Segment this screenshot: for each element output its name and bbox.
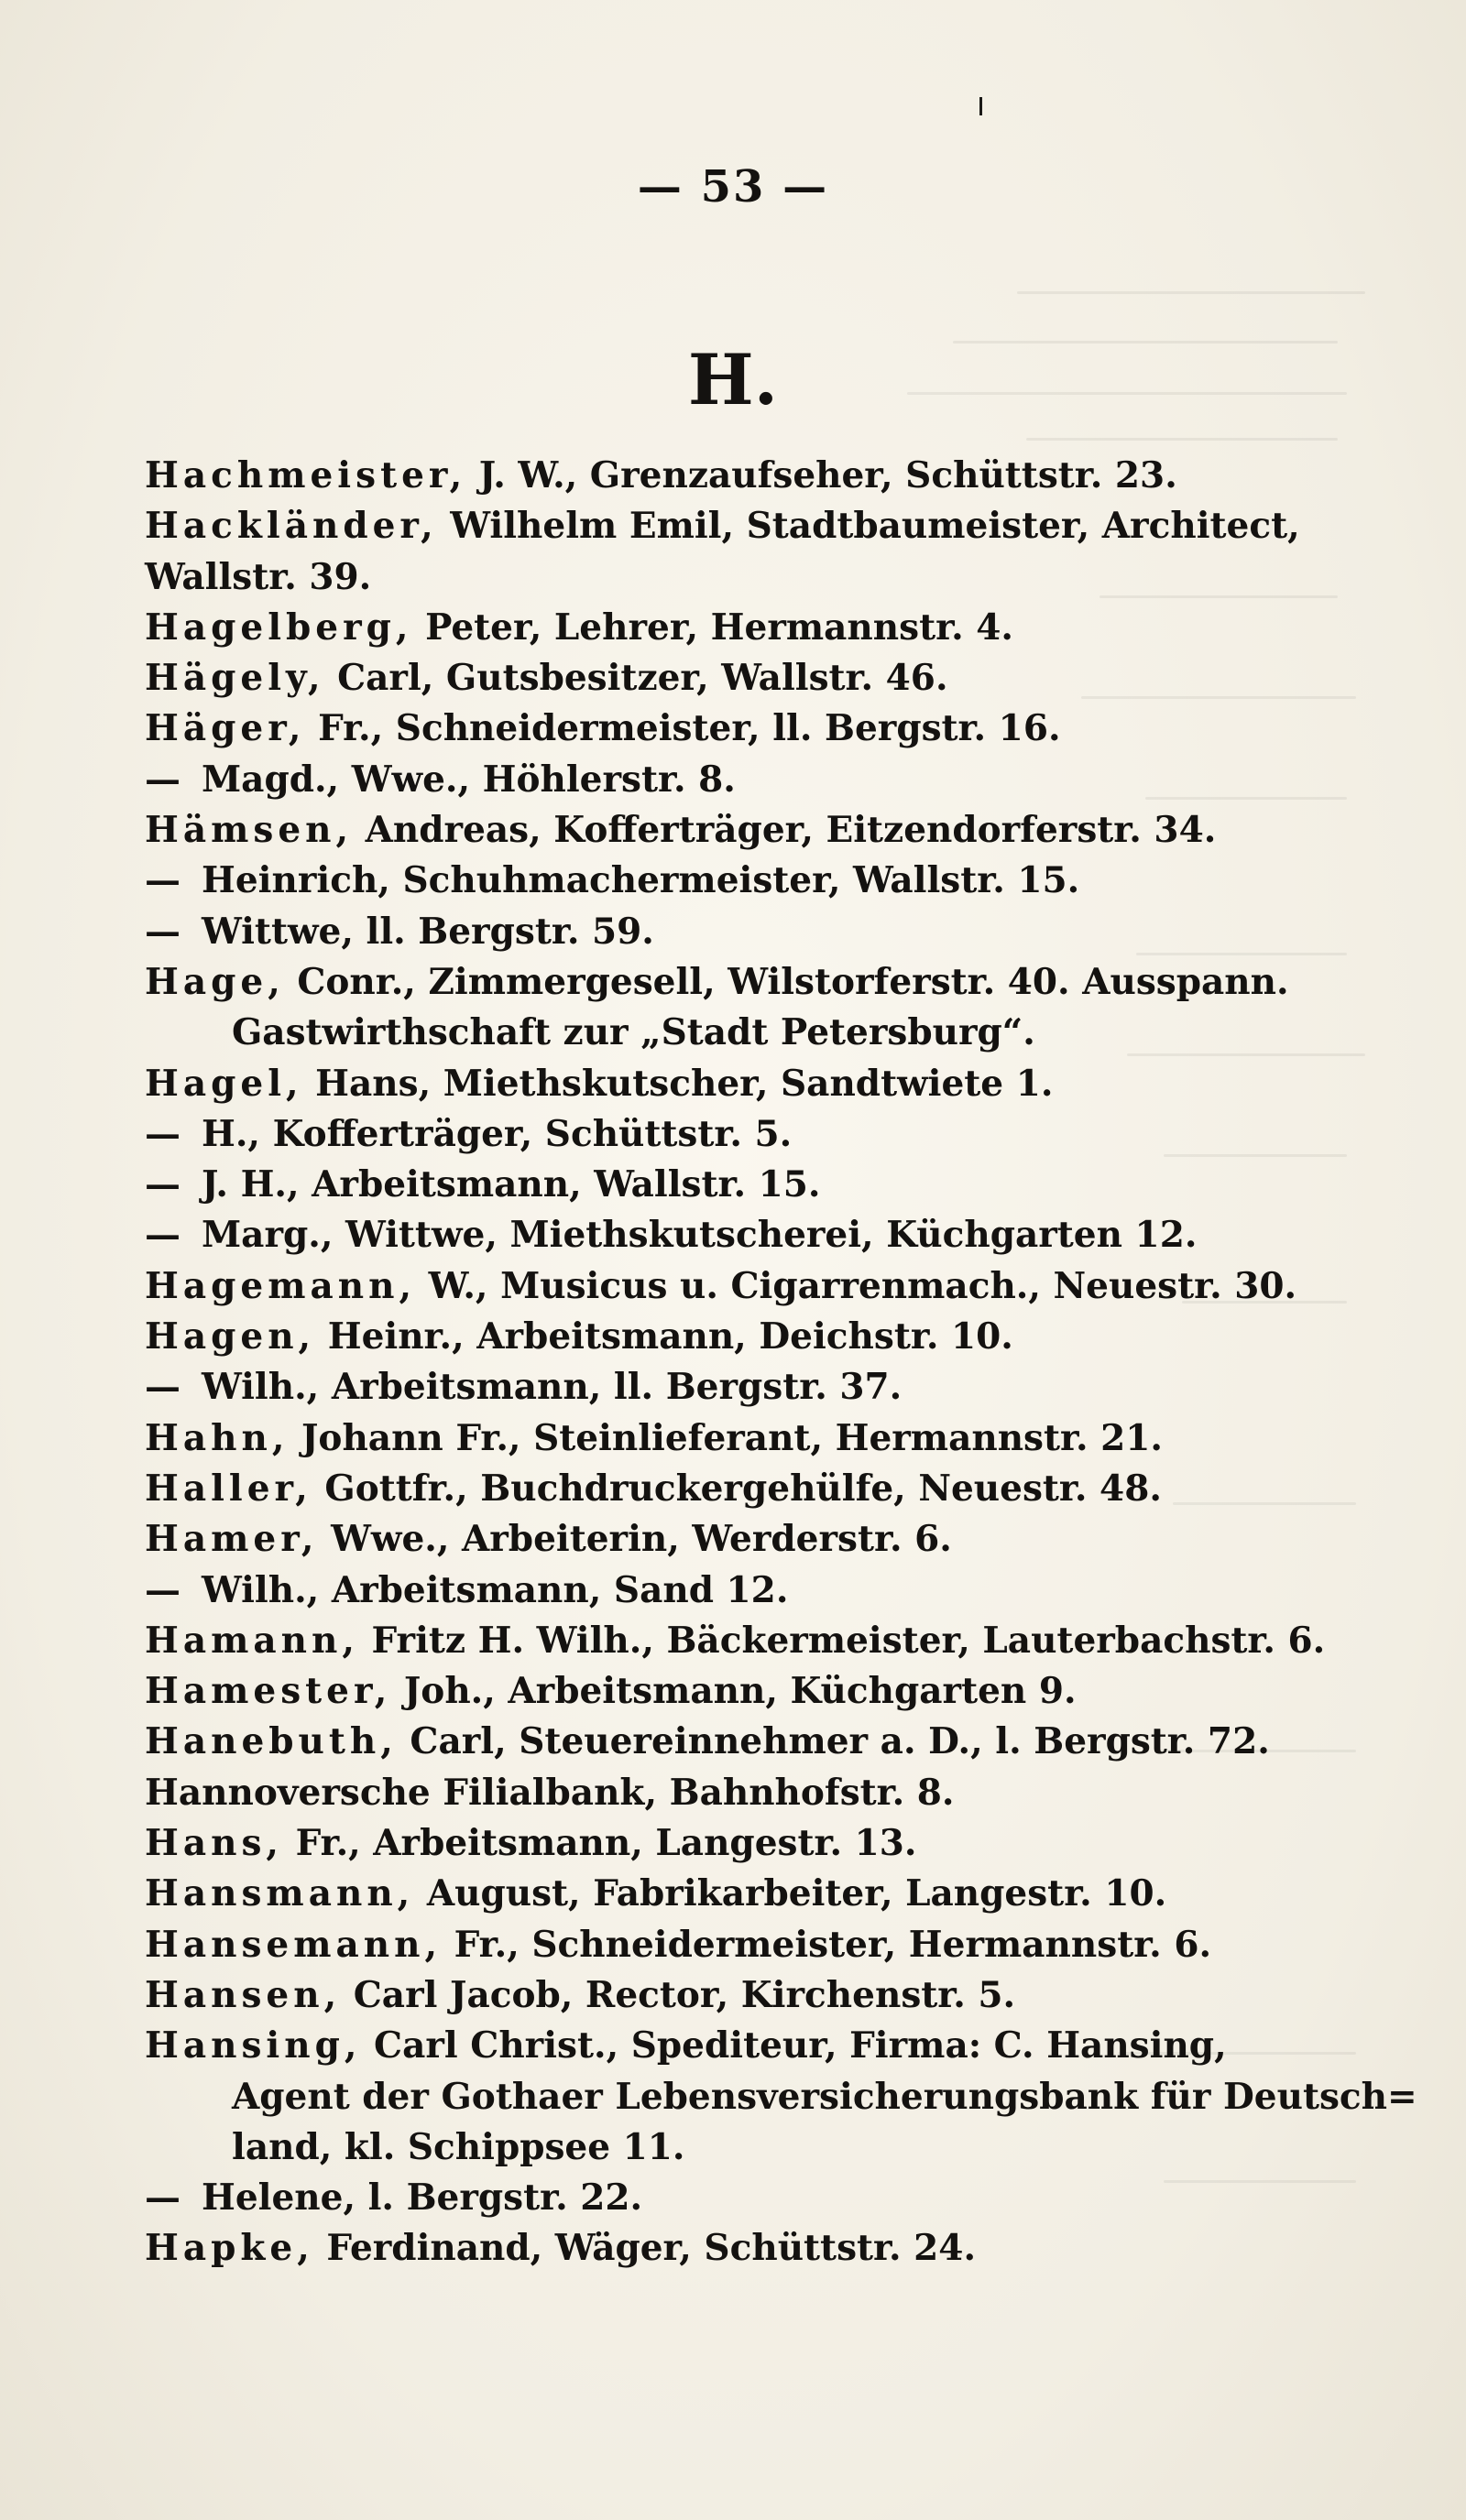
margin-mark bbox=[979, 97, 982, 115]
directory-entry bbox=[145, 1059, 1373, 1109]
entry-details: H., Kofferträger, Schüttstr. 5. bbox=[202, 1112, 793, 1155]
ditto-dash: — bbox=[145, 1112, 181, 1155]
entry-details: Fr., Schneidermeister, ll. Bergstr. 16. bbox=[305, 707, 1061, 750]
entry-surname: Hans, bbox=[145, 1822, 284, 1865]
entry-surname: Hackländer, bbox=[145, 505, 438, 548]
directory-entry-continuation bbox=[145, 2072, 1417, 2122]
directory-entry bbox=[145, 2173, 1373, 2223]
entry-details: Magd., Wwe., Höhlerstr. 8. bbox=[202, 758, 736, 801]
directory-entry bbox=[145, 1514, 1373, 1565]
entry-details: Gastwirthschaft zur „Stadt Petersburg“. bbox=[232, 1011, 1035, 1054]
entry-surname: Hansen, bbox=[145, 1973, 342, 2016]
entry-surname: Hagel, bbox=[145, 1062, 303, 1105]
entry-surname: Hagen, bbox=[145, 1315, 316, 1358]
entry-details: Carl Jacob, Rector, Kirchenstr. 5. bbox=[341, 1973, 1016, 2016]
directory-entry bbox=[145, 1160, 1373, 1210]
entry-surname: Hagemann, bbox=[145, 1264, 417, 1307]
entry-details: W., Musicus u. Cigarrenmach., Neuestr. 30. bbox=[416, 1264, 1297, 1307]
entry-details: Marg., Wittwe, Miethskutscherei, Küchgarten 12. bbox=[202, 1214, 1198, 1257]
directory-entry bbox=[145, 1362, 1373, 1413]
entry-details: Fritz H. Wilh., Bäckermeister, Lauterbachstr. 6. bbox=[358, 1619, 1326, 1662]
directory-entry bbox=[145, 1717, 1373, 1767]
entry-surname: Hansemann, bbox=[145, 1923, 443, 1966]
entry-details: Fr., Schneidermeister, Hermannstr. 6. bbox=[442, 1923, 1212, 1966]
entry-details: Wwe., Arbeiterin, Werderstr. 6. bbox=[318, 1518, 952, 1561]
directory-entry bbox=[145, 1210, 1373, 1260]
entry-details: Peter, Lehrer, Hermannstr. 4. bbox=[412, 605, 1013, 649]
entry-details: Conr., Zimmergesell, Wilstorferstr. 40. Ausspann. bbox=[284, 960, 1289, 1003]
directory-entry bbox=[145, 1616, 1373, 1666]
ditto-dash: — bbox=[145, 1214, 181, 1257]
directory-entry bbox=[145, 1464, 1373, 1514]
directory-entry bbox=[145, 501, 1373, 551]
directory-entry bbox=[145, 653, 1373, 704]
ditto-dash: — bbox=[145, 1163, 181, 1206]
ditto-dash: — bbox=[145, 910, 181, 953]
entry-details: Carl Christ., Spediteur, Firma: C. Hansing, bbox=[361, 2024, 1227, 2067]
directory-entry bbox=[145, 1818, 1373, 1869]
directory-entry bbox=[145, 1920, 1373, 1970]
entry-details: Andreas, Kofferträger, Eitzendorferstr. 34. bbox=[353, 809, 1217, 852]
entry-details: J. H., Arbeitsmann, Wallstr. 15. bbox=[202, 1163, 821, 1206]
entry-details: Hans, Miethskutscher, Sandtwiete 1. bbox=[302, 1062, 1054, 1105]
entry-surname: Hansmann, bbox=[145, 1872, 415, 1915]
directory-entry bbox=[145, 957, 1373, 1008]
entry-details: Wilh., Arbeitsmann, Sand 12. bbox=[202, 1568, 789, 1611]
directory-entry bbox=[145, 805, 1373, 856]
directory-entry bbox=[145, 907, 1373, 957]
entry-details: August, Fabrikarbeiter, Langestr. 10. bbox=[414, 1872, 1167, 1915]
ditto-dash: — bbox=[145, 1366, 181, 1409]
directory-entry-continuation bbox=[145, 2122, 1373, 2173]
directory-entry bbox=[145, 2223, 1373, 2274]
entry-surname: Hamann, bbox=[145, 1619, 359, 1662]
directory-entry bbox=[145, 704, 1373, 754]
entry-surname: Hägely, bbox=[145, 657, 325, 700]
directory-entry bbox=[145, 755, 1373, 805]
entry-details: Wittwe, ll. Bergstr. 59. bbox=[202, 910, 654, 953]
directory-entry bbox=[145, 1970, 1373, 2021]
entry-surname: Hanebuth, bbox=[145, 1720, 398, 1763]
entry-details: Heinr., Arbeitsmann, Deichstr. 10. bbox=[315, 1315, 1013, 1358]
directory-entry bbox=[145, 1312, 1373, 1362]
entry-details: Wilhelm Emil, Stadtbaumeister, Architect, bbox=[437, 505, 1300, 548]
directory-entry-continuation bbox=[145, 1008, 1373, 1058]
entry-details: Gottfr., Buchdruckergehülfe, Neuestr. 48. bbox=[312, 1467, 1162, 1510]
entry-surname: Häger, bbox=[145, 707, 306, 750]
directory-entry bbox=[145, 2021, 1373, 2071]
entry-details: Heinrich, Schuhmachermeister, Wallstr. 15. bbox=[202, 859, 1080, 902]
entry-details: Agent der Gothaer Lebensversicherungsbank für Deutsch= bbox=[232, 2075, 1417, 2118]
entry-details: land, kl. Schippsee 11. bbox=[232, 2125, 685, 2168]
directory-entry bbox=[145, 1768, 1373, 1818]
section-letter: H. bbox=[687, 339, 779, 420]
ditto-dash: — bbox=[145, 2176, 181, 2220]
directory-entry bbox=[145, 1666, 1373, 1717]
directory-entry bbox=[145, 451, 1373, 501]
entry-details: Hannoversche Filialbank, Bahnhofstr. 8. bbox=[145, 1771, 955, 1814]
directory-entry bbox=[145, 1565, 1373, 1616]
entry-details: Ferdinand, Wäger, Schüttstr. 24. bbox=[313, 2227, 977, 2270]
directory-entry bbox=[145, 603, 1373, 653]
entry-surname: Hamester, bbox=[145, 1670, 392, 1713]
entry-surname: Haller, bbox=[145, 1467, 312, 1510]
directory-entry-continuation bbox=[145, 552, 1373, 603]
page-number: — 53 — bbox=[637, 161, 829, 213]
entry-surname: Hapke, bbox=[145, 2227, 314, 2270]
entry-details: Helene, l. Bergstr. 22. bbox=[202, 2176, 643, 2220]
entry-surname: Hagelberg, bbox=[145, 605, 413, 649]
entry-surname: Hage, bbox=[145, 960, 285, 1003]
ditto-dash: — bbox=[145, 859, 181, 902]
entry-details: Carl, Steuereinnehmer a. D., l. Bergstr. 72. bbox=[397, 1720, 1270, 1763]
directory-entry-list bbox=[145, 451, 1417, 2275]
entry-surname: Hamer, bbox=[145, 1518, 319, 1561]
ditto-dash: — bbox=[145, 1568, 181, 1611]
entry-details: Carl, Gutsbesitzer, Wallstr. 46. bbox=[324, 657, 948, 700]
directory-entry bbox=[145, 1109, 1373, 1160]
directory-entry bbox=[145, 856, 1373, 906]
entry-surname: Hahn, bbox=[145, 1416, 290, 1459]
directory-entry bbox=[145, 1413, 1373, 1464]
entry-surname: Hämsen, bbox=[145, 809, 354, 852]
ditto-dash: — bbox=[145, 758, 181, 801]
entry-surname: Hachmeister, bbox=[145, 454, 467, 496]
entry-details: Wilh., Arbeitsmann, ll. Bergstr. 37. bbox=[202, 1366, 903, 1409]
entry-surname: Hansing, bbox=[145, 2024, 362, 2067]
entry-details: J. W., Grenzaufseher, Schüttstr. 23. bbox=[466, 454, 1177, 496]
entry-details: Joh., Arbeitsmann, Küchgarten 9. bbox=[391, 1670, 1077, 1713]
entry-details: Johann Fr., Steinlieferant, Hermannstr. 21. bbox=[289, 1416, 1164, 1459]
directory-entry bbox=[145, 1261, 1373, 1312]
entry-details: Wallstr. 39. bbox=[145, 555, 372, 598]
directory-entry bbox=[145, 1869, 1373, 1919]
entry-details: Fr., Arbeitsmann, Langestr. 13. bbox=[283, 1822, 917, 1865]
